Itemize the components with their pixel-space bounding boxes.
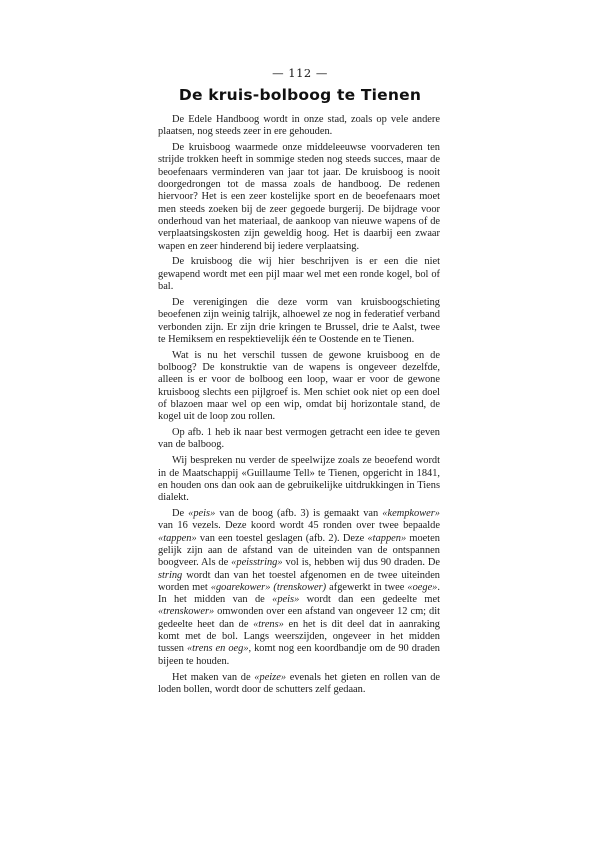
text-run: Op afb. 1 heb ik naar best vermogen getracht een idee te geven van de balboog. (158, 427, 440, 451)
article-body (158, 114, 440, 700)
italic-term: «tappen» (367, 532, 407, 544)
text-run: Wij bespreken nu verder de speelwijze zoals ze beoefend wordt in de Maatschappij «Guillaume Tell» te Tienen, opgericht in 1841, en houden ons dan ook aan de gebruikelijke uitdrukkingen in Tiens dialekt. (158, 455, 440, 504)
paragraph (158, 256, 440, 293)
italic-term: «tappen» (158, 532, 197, 544)
text-run: en het is dit deel dat in aanraking komt met de bol. Langs weerszijden, ongeveer in het midden tussen (158, 618, 440, 655)
italic-term: «peize» (254, 671, 287, 683)
page-number: — 112 — (272, 66, 328, 80)
text-run: . In het midden van de (158, 581, 440, 606)
text-run: van een toestel geslagen (afb. 2). Deze (196, 532, 368, 544)
text-run: afgewerkt in twee (326, 581, 408, 593)
text-run: De kruisboog die wij hier beschrijven is er een die niet gewapend wordt met een pijl maar wel met een ronde kogel, bol of bal. (158, 256, 440, 293)
paragraph (158, 672, 440, 697)
page-title: De kruis-bolboog te Tienen (178, 86, 422, 104)
text-run: Wat is nu het verschil tussen de gewone kruisboog en de bolboog? De konstruktie van de wapens is ongeveer dezelfde, alleen is er voor de bolboog een loop, waar er voor de gewone kruisboog slechts een pijlgroef is. Men schiet ook niet op een doel of blazoen maar wel op een wip, omdat bij horizontale stand, de kogel uit de loop zou rollen. (158, 349, 440, 423)
text-run: Het maken van de (172, 671, 255, 683)
text-run: wordt dan een gedeelte met (299, 594, 440, 606)
paragraph (158, 427, 440, 452)
paragraph (158, 114, 440, 139)
text-run: vol is, hebben wij dus 90 draden. De (282, 557, 440, 569)
text-run: moeten gelijk zijn aan de afstand van de uiteinden van de ontspannen boogveer. Als de (158, 532, 440, 569)
paragraph (158, 297, 440, 346)
text-run: wordt dan van het toestel afgenomen en de twee uiteinden worden met (158, 569, 440, 593)
italic-term: «trens» (253, 618, 284, 630)
italic-term: «goarekower» (trenskower) (210, 581, 327, 593)
paragraph (158, 350, 440, 424)
italic-term: «kempkower» (382, 508, 440, 520)
italic-term: «trens en oeg» (186, 643, 249, 655)
text-run: De (172, 508, 189, 520)
text-run: evenals het gieten en rollen van de loden bollen, wordt door de schutters zelf gedaan. (158, 671, 440, 695)
text-run: , komt nog een koordbandje om de 90 draden bijeen te houden. (158, 643, 441, 667)
text-run: omwonden over een afstand van ongeveer 12 cm; dit gedeelte heet dan de (158, 606, 440, 630)
italic-term: string (158, 569, 183, 581)
paragraph (158, 508, 440, 668)
italic-term: «trenskower» (158, 606, 215, 618)
paragraph (158, 142, 440, 253)
text-run: De verenigingen die deze vorm van kruisboogschieting beoefenen zijn weinig talrijk, alhoewel ze nog in federatief verband verbonden zijn. Er zijn drie kringen te Brussel, drie te Aalst, twee te Hemiksem en respektievelijk één te Oostende en te Tienen. (158, 296, 440, 345)
text-run: van 16 vezels. Deze koord wordt 45 ronden over twee bepaalde (158, 520, 440, 532)
text-run: De kruisboog waarmede onze middeleeuwse voorvaderen ten strijde trokken heeft in sommige steden nog steeds succes, maar de beoefenaars verminderen van jaar tot jaar. De kruisboog is nooit doorgedrongen tot de massa zoals de handboog. De redenen hiervoor? Het is een zeer kostelijke sport en de beoefenaars moet men steeds zoeken bij de zeer gegoede burgerij. De bijdrage voor onderhoud van het materiaal, de aankoop van nieuwe wapens of de verplaatsingskosten zijn geweldig hoog. Het is daarbij een zwaar wapen en zeer hinderend bij iedere verplaatsing. (158, 142, 440, 252)
text-run: De Edele Handboog wordt in onze stad, zoals op vele andere plaatsen, nog steeds zeer in ere gehouden. (158, 114, 440, 138)
italic-term: «peisstring» (231, 557, 283, 569)
italic-term: «peis» (188, 508, 216, 520)
italic-term: «oege» (407, 581, 438, 593)
text-run: van de boog (afb. 3) is gemaakt van (215, 508, 383, 520)
paragraph (158, 455, 440, 504)
italic-term: «peis» (272, 594, 300, 606)
